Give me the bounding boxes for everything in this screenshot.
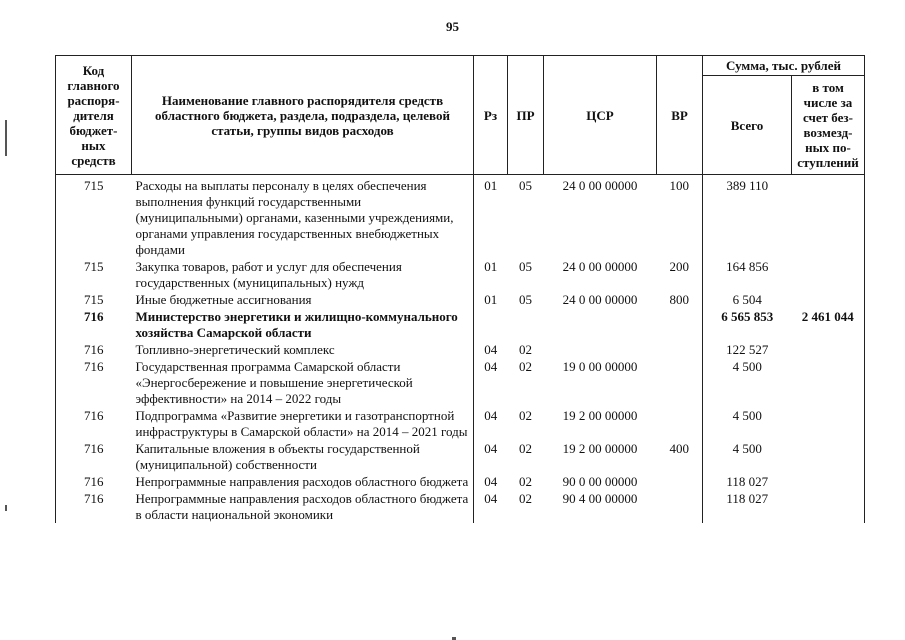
table-body <box>56 175 865 524</box>
budget-table <box>55 55 865 523</box>
row-name: Подпрограмма «Развитие энергетики и газотранспортной инфраструктуры в Самарской области» на 2014 – 2021 годы <box>132 407 474 440</box>
row-free: 2 461 044 <box>792 308 865 341</box>
row-code: 716 <box>56 358 132 407</box>
table-row <box>56 358 865 407</box>
row-name: Иные бюджетные ассигнования <box>132 291 474 308</box>
row-free <box>792 291 865 308</box>
row-pr: 02 <box>519 474 532 489</box>
row-name: Расходы на выплаты персоналу в целях обеспечения выполнения функций государственными (муниципальными) органами, казенными учреждениями, органами управления государственных внебюджетных фондами <box>132 175 474 259</box>
row-rz: 04 <box>474 473 508 490</box>
row-name: Непрограммные направления расходов областного бюджета <box>132 473 474 490</box>
row-pr: 02 <box>519 342 532 357</box>
header-vr: ВР <box>657 56 703 175</box>
row-vr <box>657 308 703 341</box>
row-free <box>792 258 865 291</box>
row-rz: 01 <box>474 258 508 291</box>
row-total: 389 110 <box>703 175 792 259</box>
table-row <box>56 308 865 341</box>
table-row <box>56 291 865 308</box>
row-rz: 01 <box>474 175 508 259</box>
row-total: 4 500 <box>703 358 792 407</box>
page-number: 95 <box>446 19 459 34</box>
row-code: 715 <box>56 175 132 259</box>
row-free <box>792 358 865 407</box>
header-csr: ЦСР <box>544 56 657 175</box>
row-csr: 24 0 00 00000 <box>562 292 638 307</box>
row-csr: 19 0 00 00000 <box>562 359 638 374</box>
row-csr: 24 0 00 00000 <box>562 178 638 193</box>
row-rz <box>474 308 508 341</box>
row-total: 164 856 <box>703 258 792 291</box>
table-row <box>56 473 865 490</box>
row-rz: 04 <box>474 407 508 440</box>
row-pr: 02 <box>519 441 532 456</box>
row-total: 4 500 <box>703 407 792 440</box>
row-name: Закупка товаров, работ и услуг для обеспечения государственных (муниципальных) нужд <box>132 258 474 291</box>
row-csr: 90 4 00 00000 <box>562 491 638 506</box>
row-pr: 02 <box>519 359 532 374</box>
row-free <box>792 341 865 358</box>
row-vr <box>657 358 703 407</box>
row-total: 6 504 <box>703 291 792 308</box>
row-free <box>792 175 865 259</box>
row-rz: 04 <box>474 358 508 407</box>
row-total: 4 500 <box>703 440 792 473</box>
row-free <box>792 440 865 473</box>
row-vr: 400 <box>669 441 689 456</box>
row-pr <box>508 308 544 341</box>
row-total: 122 527 <box>703 341 792 358</box>
table-row <box>56 341 865 358</box>
row-name: Министерство энергетики и жилищно-коммунального хозяйства Самарской области <box>132 308 474 341</box>
table-row <box>56 490 865 523</box>
row-csr: 24 0 00 00000 <box>562 259 638 274</box>
row-pr: 02 <box>519 491 532 506</box>
header-code: Код главного распоря-дителя бюджет-ных средств <box>56 56 132 175</box>
row-rz: 04 <box>474 341 508 358</box>
row-vr: 800 <box>669 292 689 307</box>
row-vr: 100 <box>669 178 689 193</box>
row-name: Непрограммные направления расходов областного бюджета в области национальной экономики <box>132 490 474 523</box>
row-csr <box>544 341 657 358</box>
header-rz: Рз <box>474 56 508 175</box>
row-code: 716 <box>56 490 132 523</box>
header-free: в том числе за счет без-возмезд-ных по-ступлений <box>792 76 865 175</box>
row-pr: 05 <box>519 178 532 193</box>
row-vr <box>657 341 703 358</box>
header-name: Наименование главного распорядителя средств областного бюджета, раздела, подраздела, целевой статьи, группы видов расходов <box>132 56 474 175</box>
row-csr <box>544 308 657 341</box>
row-code: 716 <box>56 440 132 473</box>
table-row <box>56 407 865 440</box>
row-name: Капитальные вложения в объекты государственной (муниципальной) собственности <box>132 440 474 473</box>
row-free <box>792 473 865 490</box>
row-name: Государственная программа Самарской области «Энергосбережение и повышение энергетической эффективности» на 2014 – 2022 годы <box>132 358 474 407</box>
header-pr: ПР <box>508 56 544 175</box>
row-pr: 05 <box>519 292 532 307</box>
row-csr: 19 2 00 00000 <box>562 408 638 423</box>
row-total: 118 027 <box>703 473 792 490</box>
row-csr: 19 2 00 00000 <box>562 441 638 456</box>
row-rz: 01 <box>474 291 508 308</box>
row-code: 716 <box>56 341 132 358</box>
row-vr <box>657 473 703 490</box>
table-row <box>56 175 865 259</box>
row-csr: 90 0 00 00000 <box>562 474 638 489</box>
row-pr: 02 <box>519 408 532 423</box>
row-vr: 200 <box>669 259 689 274</box>
row-pr: 05 <box>519 259 532 274</box>
row-code: 715 <box>56 291 132 308</box>
header-total: Всего <box>703 76 792 175</box>
row-name: Топливно-энергетический комплекс <box>132 341 474 358</box>
row-vr <box>657 490 703 523</box>
table-header <box>56 56 865 175</box>
row-total: 118 027 <box>703 490 792 523</box>
scan-mark <box>5 505 7 511</box>
table-row <box>56 258 865 291</box>
row-rz: 04 <box>474 490 508 523</box>
row-code: 716 <box>56 407 132 440</box>
scan-mark <box>5 120 7 156</box>
row-code: 716 <box>56 473 132 490</box>
header-sum-group: Сумма, тыс. рублей <box>703 56 865 76</box>
row-code: 716 <box>56 308 132 341</box>
table-row <box>56 440 865 473</box>
row-total: 6 565 853 <box>703 308 792 341</box>
row-free <box>792 407 865 440</box>
row-free <box>792 490 865 523</box>
row-vr <box>657 407 703 440</box>
row-rz: 04 <box>474 440 508 473</box>
row-code: 715 <box>56 258 132 291</box>
